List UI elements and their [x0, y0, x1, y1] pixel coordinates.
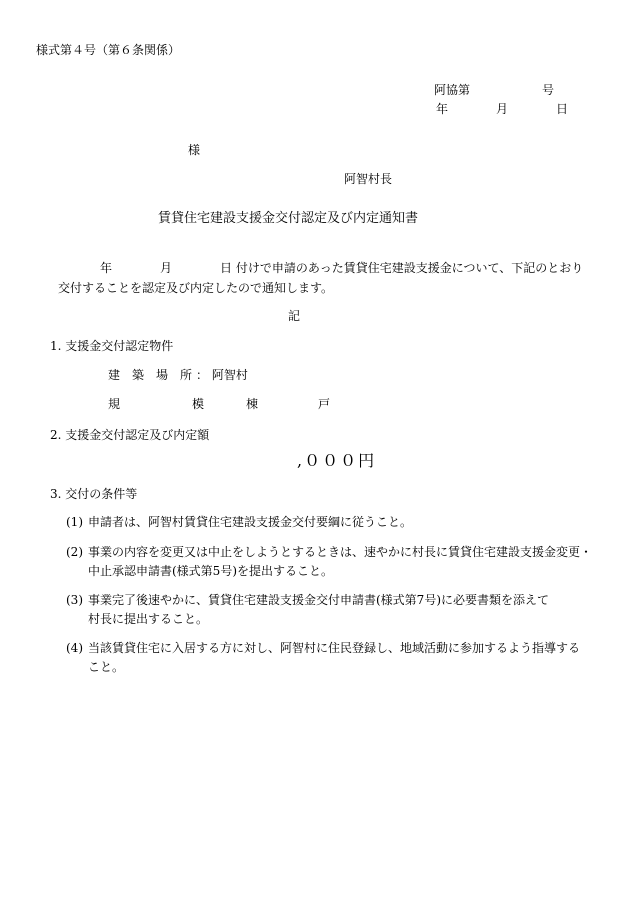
document-title: 賃貸住宅建設支援金交付認定及び内定通知書	[158, 211, 419, 226]
condition-2-text-line-1: 事業の内容を変更又は中止をしようとするときは、速やかに村長に賃貸住宅建設支援金変更・	[88, 545, 593, 559]
ki-marker: 記	[288, 309, 301, 323]
body-text-line-2: 交付することを認定及び内定したので通知します。	[58, 281, 334, 295]
condition-2-text-line-2: 中止承認申請書(様式第5号)を提出すること。	[88, 564, 333, 578]
location-label: 建 築 場 所	[108, 368, 193, 382]
location-value: ： 阿智村	[196, 368, 248, 382]
condition-4-number: (4)	[66, 641, 83, 655]
condition-3-number: (3)	[66, 593, 83, 607]
grant-amount: ,０００円	[297, 451, 377, 470]
condition-3-text-line-1: 事業完了後速やかに、賃貸住宅建設支援金交付申請書(様式第7号)に必要書類を添えて	[88, 593, 550, 607]
scale-value: ： 棟 戸	[192, 397, 331, 411]
addressee-suffix: 様	[188, 143, 201, 157]
sender-name: 阿智村長	[344, 172, 393, 186]
condition-2-number: (2)	[66, 545, 83, 559]
reference-number: 阿協第 号	[434, 83, 555, 97]
condition-4-text-line-1: 当該賃貸住宅に入居する方に対し、阿智村に住民登録し、地域活動に参加するよう指導する	[88, 641, 581, 655]
scale-label: 規 模	[108, 397, 205, 411]
section-2-heading: 2. 支援金交付認定及び内定額	[50, 428, 210, 442]
body-text-line-1: 年 月 日 付けで申請のあった賃貸住宅建設支援金について、下記のとおり	[100, 261, 584, 275]
condition-1-text: 申請者は、阿智村賃貸住宅建設支援金交付要綱に従うこと。	[88, 515, 413, 529]
condition-4-text-line-2: こと。	[88, 660, 125, 674]
section-1-heading: 1. 支援金交付認定物件	[50, 339, 174, 353]
section-3-heading: 3. 交付の条件等	[50, 487, 138, 501]
condition-3-text-line-2: 村長に提出すること。	[88, 612, 209, 626]
condition-1-number: (1)	[66, 515, 83, 529]
issue-date: 年 月 日	[436, 102, 569, 116]
form-label: 様式第４号（第６条関係）	[36, 43, 181, 57]
